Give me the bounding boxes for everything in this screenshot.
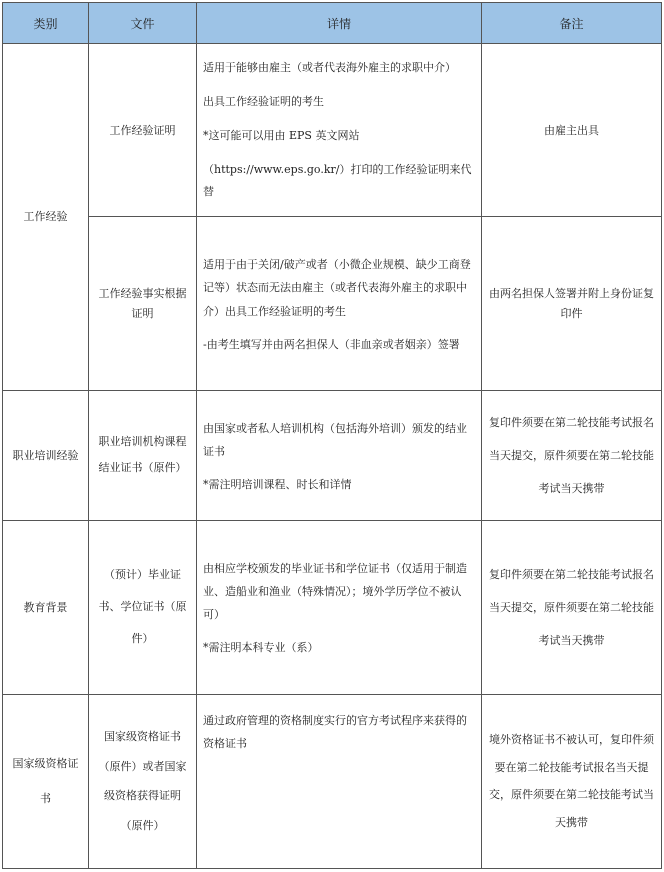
details-cell — [197, 694, 482, 868]
category-cell: 工作经验 — [3, 44, 89, 391]
document-cell: 国家级资格证书（原件）或者国家级资格获得证明（原件） — [89, 694, 197, 868]
table-row — [3, 390, 662, 520]
category-cell: 职业培训经验 — [3, 390, 89, 520]
detail-line: 出具工作经验证明的考生 — [203, 95, 324, 109]
document-cell: （预计）毕业证书、学位证书（原件） — [89, 521, 197, 694]
details-cell — [197, 217, 482, 390]
details-cell — [197, 390, 482, 520]
header-document: 文件 — [89, 3, 197, 44]
detail-line: *需注明培训课程、时长和详情 — [203, 477, 352, 491]
table-row — [3, 217, 662, 390]
note-cell: 复印件须要在第二轮技能考试报名当天提交，原件须要在第二轮技能考试当天携带 — [482, 521, 662, 694]
details-cell — [197, 44, 482, 217]
document-cell: 职业培训机构课程结业证书（原件） — [89, 390, 197, 520]
detail-line: 由相应学校颁发的毕业证书和学位证书（仅适用于制造业、造船业和渔业（特殊情况）；境外学历学位不被认可） — [203, 562, 467, 622]
table-row — [3, 521, 662, 694]
detail-line: 由国家或者私人培训机构（包括海外培训）颁发的结业证书 — [203, 421, 467, 458]
header-notes: 备注 — [482, 3, 662, 44]
detail-line: *这可能可以用由 EPS 英文网站 — [203, 129, 360, 143]
category-cell: 国家级资格证书 — [3, 694, 89, 868]
note-cell: 境外资格证书不被认可，复印件须要在第二轮技能考试报名当天提交，原件须要在第二轮技能考试当天携带 — [482, 694, 662, 868]
detail-line: *需注明本科专业（系） — [203, 641, 319, 655]
table-row — [3, 44, 662, 217]
documents-table — [2, 2, 662, 869]
detail-line: 适用于由于关闭/破产或者（小微企业规模、缺少工商登记等）状态而无法由雇主（或者代表海外雇主的求职中介）出具工作经验证明的考生 — [203, 257, 471, 318]
note-cell: 由雇主出具 — [482, 44, 662, 217]
note-cell: 由两名担保人签署并附上身份证复印件 — [482, 217, 662, 390]
detail-line: 适用于能够由雇主（或者代表海外雇主的求职中介） — [203, 61, 456, 75]
header-category: 类别 — [3, 3, 89, 44]
header-row — [3, 3, 662, 44]
document-cell: 工作经验证明 — [89, 44, 197, 217]
detail-line: 通过政府管理的资格制度实行的官方考试程序来获得的资格证书 — [203, 713, 467, 750]
details-cell — [197, 521, 482, 694]
category-cell: 教育背景 — [3, 521, 89, 694]
document-cell: 工作经验事实根据证明 — [89, 217, 197, 390]
table-row — [3, 694, 662, 868]
header-details: 详情 — [197, 3, 482, 44]
detail-line: -由考生填写并由两名担保人（非血亲或者姻亲）签署 — [203, 338, 460, 352]
detail-line: （https://www.eps.go.kr/）打印的工作经验证明来代替 — [203, 163, 472, 199]
note-cell: 复印件须要在第二轮技能考试报名当天提交，原件须要在第二轮技能考试当天携带 — [482, 390, 662, 520]
